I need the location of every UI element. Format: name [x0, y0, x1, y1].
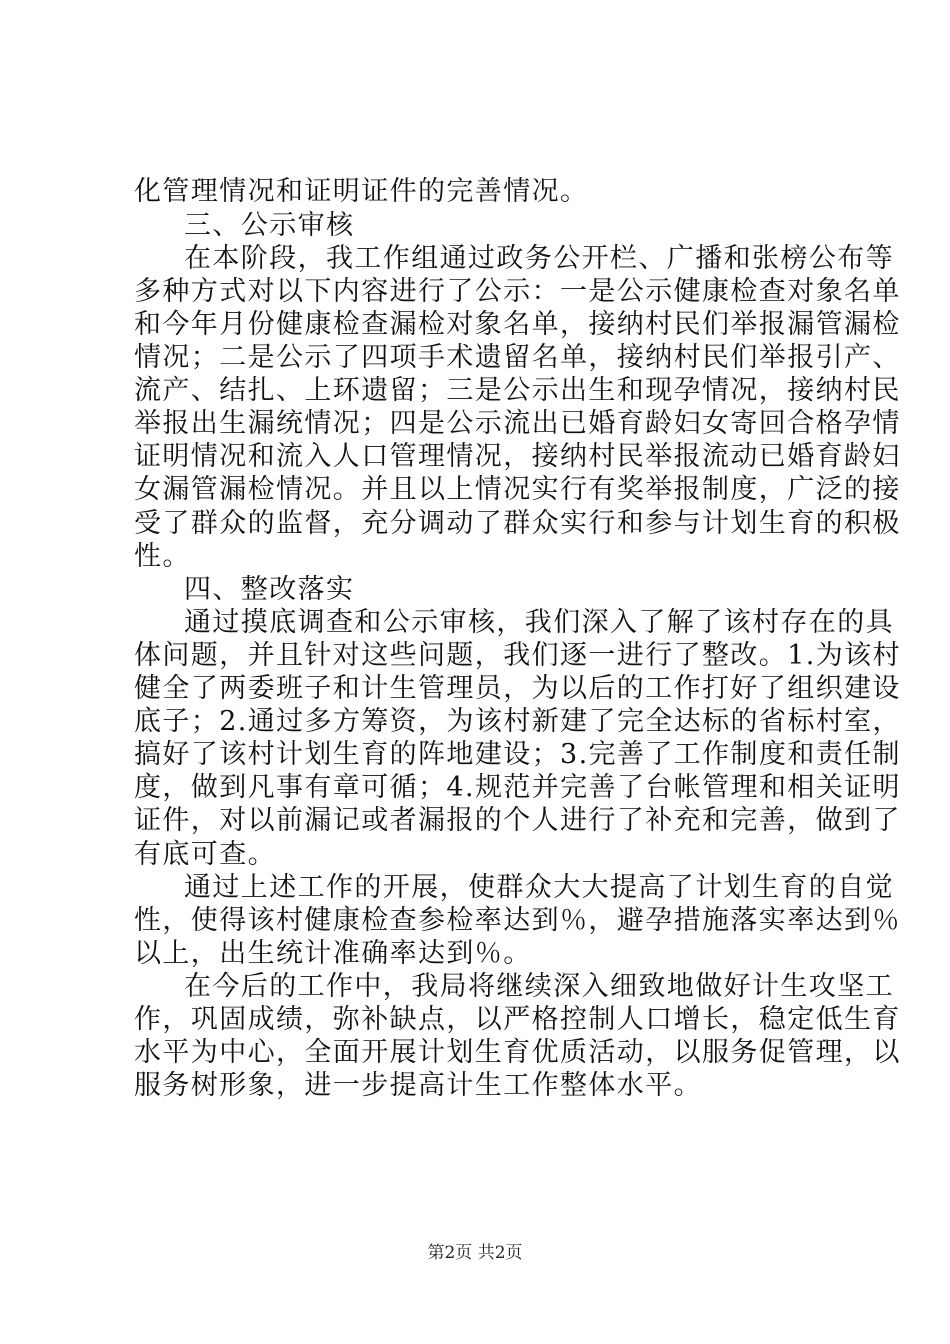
text-line: 有底可查。 [134, 839, 276, 870]
text-line: 举报出生漏统情况；四是公示流出已婚育龄妇女寄回合格孕情 [134, 408, 901, 439]
paragraph-first-line: 在本阶段，我工作组通过政务公开栏、广播和张榜公布等 [184, 243, 894, 274]
text-line: 和今年月份健康检查漏检对象名单，接纳村民们举报漏管漏检 [134, 309, 901, 340]
text-line: 证件，对以前漏记或者漏报的个人进行了补充和完善，做到了 [134, 805, 901, 836]
text-line: 底子；2.通过多方筹资，为该村新建了完全达标的省标村室， [134, 706, 901, 737]
text-line: 水平为中心，全面开展计划生育优质活动，以服务促管理，以 [134, 1037, 901, 1068]
paragraph-first-line: 通过摸底调查和公示审核，我们深入了解了该村存在的具 [184, 607, 894, 638]
text-line: 度，做到凡事有章可循；4.规范并完善了台帐管理和相关证明 [134, 772, 901, 803]
text-line: 性。 [134, 541, 191, 572]
text-line: 多种方式对以下内容进行了公示：一是公示健康检查对象名单 [134, 276, 901, 307]
text-line: 服务树形象，进一步提高计生工作整体水平。 [134, 1070, 702, 1101]
text-line: 搞好了该村计划生育的阵地建设；3.完善了工作制度和责任制 [134, 739, 901, 770]
text-line: 化管理情况和证明证件的完善情况。 [134, 176, 589, 207]
text-line: 健全了两委班子和计生管理员，为以后的工作打好了组织建设 [134, 673, 901, 704]
text-line: 受了群众的监督，充分调动了群众实行和参与计划生育的积极 [134, 508, 901, 539]
paragraph-first-line: 在今后的工作中，我局将继续深入细致地做好计生攻坚工 [184, 971, 894, 1002]
text-line: 流产、结扎、上环遗留；三是公示出生和现孕情况，接纳村民 [134, 375, 901, 406]
text-line: 作，巩固成绩，弥补缺点，以严格控制人口增长，稳定低生育 [134, 1004, 901, 1035]
text-line: 体问题，并且针对这些问题，我们逐一进行了整改。1.为该村 [134, 640, 901, 671]
section-heading: 三、公示审核 [184, 210, 355, 241]
text-line: 情况；二是公示了四项手术遗留名单，接纳村民们举报引产、 [134, 342, 901, 373]
paragraph-first-line: 通过上述工作的开展，使群众大大提高了计划生育的自觉 [184, 872, 894, 903]
text-line: 证明情况和流入人口管理情况，接纳村民举报流动已婚育龄妇 [134, 441, 901, 472]
section-heading: 四、整改落实 [184, 574, 355, 605]
text-line: 女漏管漏检情况。并且以上情况实行有奖举报制度，广泛的接 [134, 474, 901, 505]
text-line: 性，使得该村健康检查参检率达到％，避孕措施落实率达到％ [134, 905, 901, 936]
page-number-footer: 第2页 共2页 [427, 1243, 523, 1263]
text-line: 以上，出生统计准确率达到％。 [134, 938, 532, 969]
